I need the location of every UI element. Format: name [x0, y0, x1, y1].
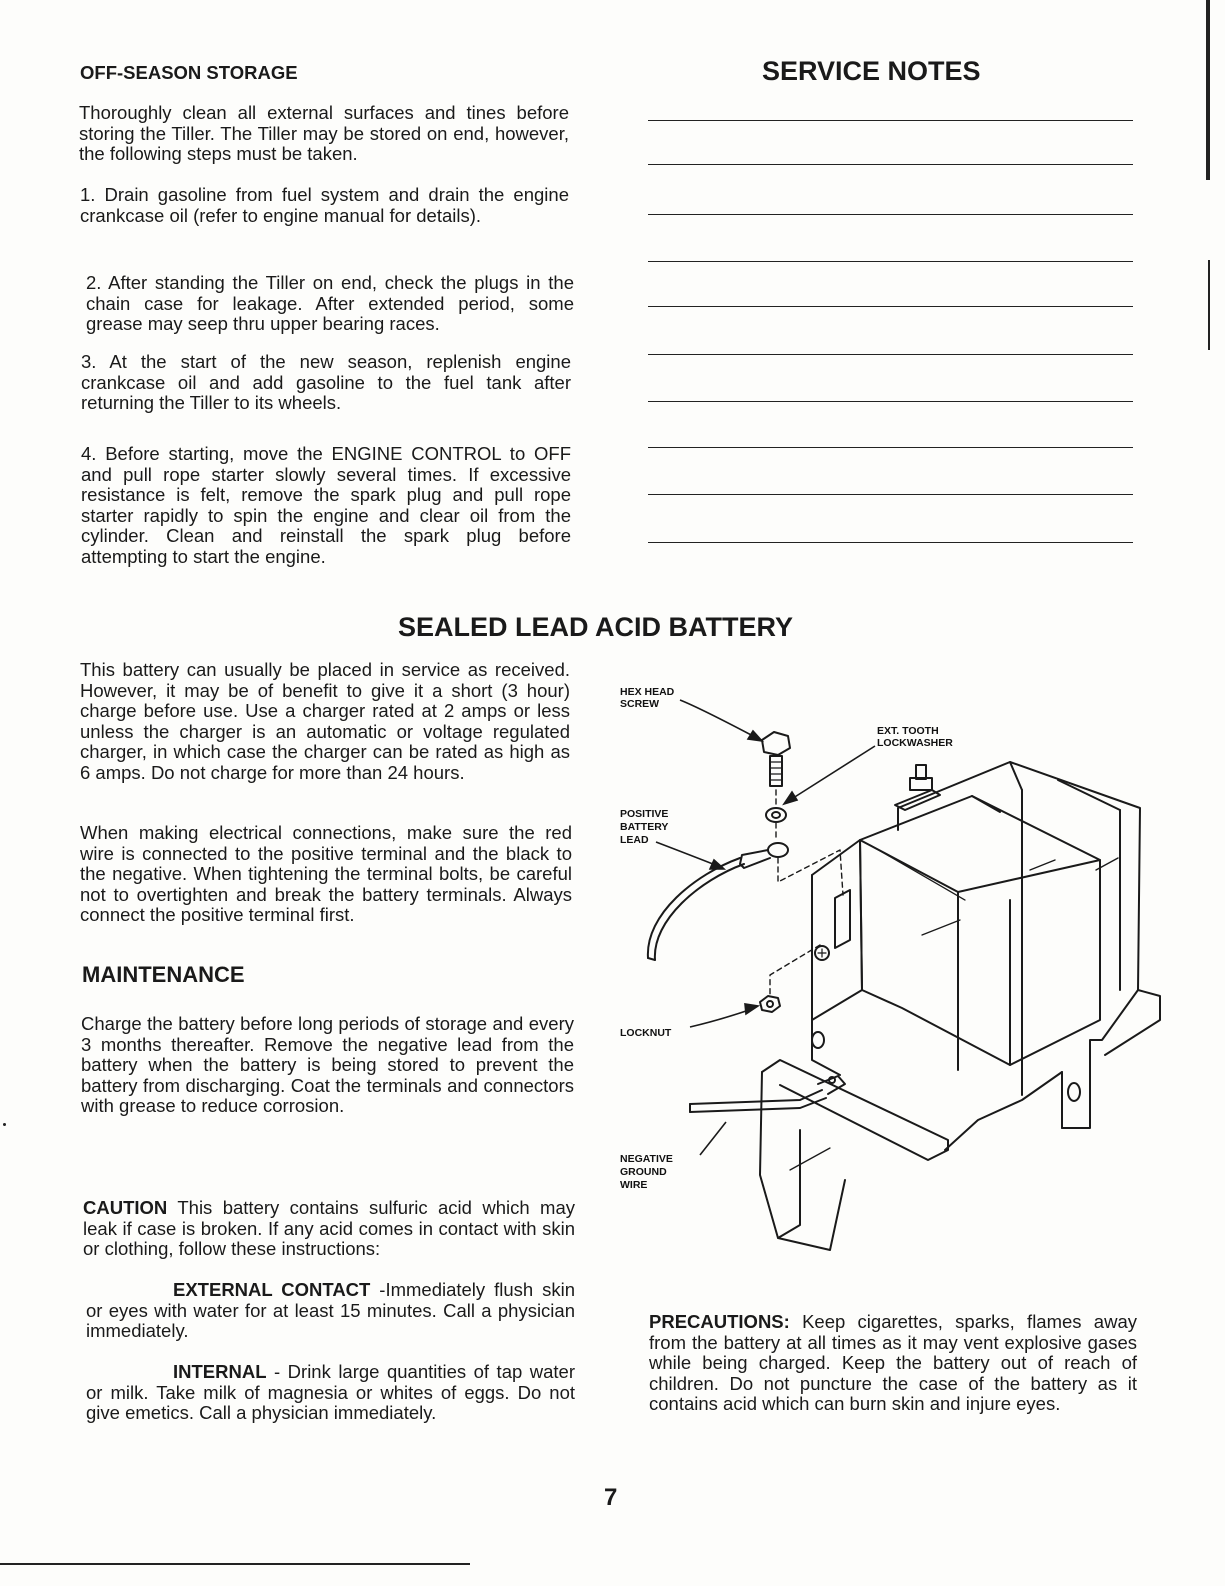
caution-paragraph [83, 1198, 575, 1260]
locknut [760, 996, 780, 1012]
scan-edge-mark [0, 1563, 470, 1565]
service-notes-heading: SERVICE NOTES [762, 56, 981, 86]
internal-text: - Drink large quantities of tap water or milk. Take milk of magnesia or whites of eggs. Do not give emetics. Call a physician immediately. [86, 1361, 575, 1423]
negative-wire-label-line: WIRE [620, 1179, 648, 1191]
battery-paragraph-2: When making electrical connections, make sure the red wire is connected to the positive terminal and the black to the negative. When tightening the terminal bolts, be careful not to overtighten and break the battery terminals. Always connect the positive terminal first. [80, 822, 572, 925]
hex-head-screw-label-line: SCREW [620, 698, 660, 710]
storage-step-3: 3. At the start of the new season, replenish engine crankcase oil and add gasoline to the fuel tank after returning the Tiller to its wheels. [81, 351, 571, 413]
scan-edge-mark [1206, 0, 1210, 180]
side-screw [815, 946, 829, 960]
positive-lead-label-line: BATTERY [620, 821, 669, 833]
storage-heading: OFF-SEASON STORAGE [80, 62, 298, 83]
lockwasher-label-line: LOCKWASHER [877, 737, 953, 749]
battery-heading: SEALED LEAD ACID BATTERY [398, 612, 794, 642]
page-number: 7 [604, 1484, 618, 1511]
lockwasher [766, 808, 786, 822]
positive-lead-label-line: POSITIVE [620, 808, 669, 820]
internal-label: INTERNAL [173, 1361, 267, 1382]
scan-edge-mark [3, 1123, 6, 1126]
note-line [648, 120, 1133, 121]
note-line [648, 542, 1133, 543]
note-line [648, 214, 1133, 215]
note-line [648, 494, 1133, 495]
negative-wire-label-line: NEGATIVE [620, 1153, 673, 1165]
precautions-text: Keep cigarettes, sparks, flames away from the battery at all times as it may vent explosive gases while being charged. Keep the battery out of reach of children. Do not puncture the case of the battery as it contains acid which can burn skin and injure eyes. [649, 1311, 1137, 1414]
note-line [648, 261, 1133, 262]
battery-front [812, 840, 862, 1075]
caution-text: This battery contains sulfuric acid which may leak if case is broken. If any acid comes in contact with skin or clothing, follow these instructions: [83, 1197, 575, 1259]
external-contact-text: -Immediately flush skin or eyes with water for at least 15 minutes. Call a physician immediately. [86, 1279, 575, 1341]
locknut-label: LOCKNUT [620, 1027, 672, 1039]
hex-head-screw [762, 732, 790, 786]
positive-lead [648, 843, 788, 960]
note-line [648, 447, 1133, 448]
note-line [648, 164, 1133, 165]
maintenance-text: Charge the battery before long periods of storage and every 3 months thereafter. Remove the negative lead from the battery when the battery is being stored to prevent the battery from discharging. Coat the terminals and connectors with grease to reduce corrosion. [81, 1013, 574, 1116]
battery-paragraph-1: This battery can usually be placed in service as received. However, it may be of benefit to give it a short (3 hour) charge before use. Use a charger rated at 2 amps or less unless the charger is an automatic or voltage regulated charger, in which case the charger can be rated as high as 6 amps. Do not charge for more than 24 hours. [80, 659, 570, 783]
precautions-label: PRECAUTIONS: [649, 1311, 790, 1332]
maintenance-heading: MAINTENANCE [82, 962, 245, 987]
battery-tray [760, 1060, 948, 1250]
external-contact-label: EXTERNAL CONTACT [173, 1279, 371, 1300]
storage-step-2: 2. After standing the Tiller on end, check the plugs in the chain case for leakage. After extended period, some grease may seep thru upper bearing races. [86, 272, 574, 334]
internal-paragraph [86, 1362, 575, 1424]
battery-case [860, 796, 1100, 1070]
top-terminal-post [895, 765, 940, 810]
battery-mounting-diagram [600, 660, 1180, 1260]
storage-intro: Thoroughly clean all external surfaces and tines before storing the Tiller. The Tiller may be stored on end, however, the following steps must be taken. [79, 102, 569, 164]
external-contact-paragraph [86, 1280, 575, 1342]
scan-edge-mark [1208, 260, 1210, 350]
caution-label: CAUTION [83, 1197, 168, 1218]
hex-head-screw-label-line: HEX HEAD [620, 686, 675, 698]
storage-step-1: 1. Drain gasoline from fuel system and drain the engine crankcase oil (refer to engine manual for details). [80, 184, 569, 226]
negative-wire-label-line: GROUND [620, 1166, 667, 1178]
mounting-bracket [898, 762, 1160, 1150]
note-line [648, 401, 1133, 402]
storage-step-4: 4. Before starting, move the ENGINE CONTROL to OFF and pull rope starter slowly several times. If excessive resistance is felt, remove the spark plug and pull rope starter rapidly to spin the engine and clear oil from the cylinder. Clean and reinstall the spark plug before attempting to start the engine. [81, 443, 571, 567]
lockwasher-label-line: EXT. TOOTH [877, 725, 939, 737]
note-line [648, 306, 1133, 307]
positive-lead-label-line: LEAD [620, 834, 649, 846]
note-line [648, 354, 1133, 355]
precautions-paragraph [649, 1312, 1137, 1415]
